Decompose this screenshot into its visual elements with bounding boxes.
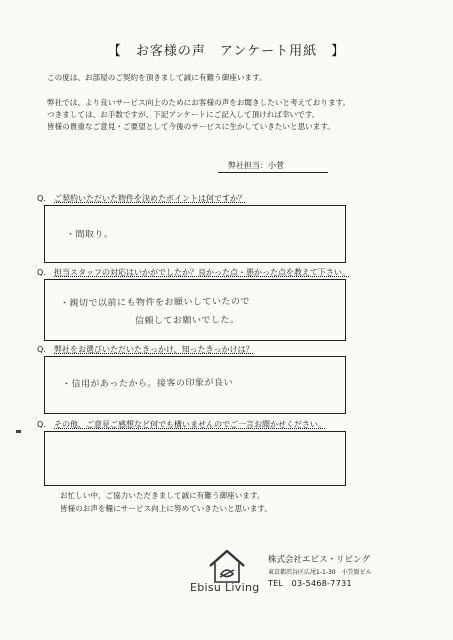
- question-number: Q.: [37, 268, 46, 277]
- company-name: 株式会社エビス・リビング: [268, 555, 370, 565]
- question-text: 弊社をお選びいただいたきっかけ、知ったきっかけは？: [54, 345, 254, 354]
- intro-line-3: つきましては、お手数ですが、下記アンケートにご記入して頂ければ幸いです。: [47, 110, 320, 119]
- answer-box-2[interactable]: [44, 279, 346, 341]
- question-4: [37, 419, 326, 430]
- intro-line-1: この度は、お部屋のご契約を頂きまして誠に有難う御座います。: [47, 73, 267, 82]
- answer-1-line-1: ・間取り。: [65, 229, 114, 241]
- question-1: [37, 193, 246, 204]
- outro-line-2: 皆様のお声を糧にサービス向上に努めていきたいと思います。: [60, 504, 273, 513]
- house-logo-icon: [206, 546, 248, 586]
- staff-underline: [218, 172, 328, 173]
- question-2: [37, 267, 350, 278]
- outro-line-1: お忙しい中、ご協力いただきまして誠に有難う御座います。: [60, 491, 265, 500]
- question-text: ご契約いただいた物件を決めたポイントは何ですか？: [54, 194, 246, 203]
- page-title: 【 お客様の声 アンケート用紙 】: [107, 44, 346, 59]
- company-tel: TEL 03-5468-7731: [268, 579, 352, 588]
- question-text: 担当スタッフの対応はいかがでしたか？良かった点・悪かった点を教えて下さい。: [54, 268, 350, 277]
- intro-line-2: 弊社では、より良いサービス向上のためにお客様の声をお聞きしたいと考えております。: [47, 98, 351, 107]
- staff-field: [228, 160, 284, 171]
- question-number: Q.: [37, 194, 46, 203]
- question-number: Q.: [37, 420, 46, 429]
- question-3: [37, 344, 254, 355]
- answer-box-4[interactable]: [44, 431, 346, 486]
- company-logo-text: Ebisu Living: [190, 581, 260, 594]
- scan-mark: [16, 430, 21, 433]
- staff-label: 弊社担当：: [228, 161, 268, 170]
- answer-2-line-2: 信頼してお願いでした。: [134, 315, 240, 327]
- intro-line-4: 皆様の貴重なご意見・ご要望として今後のサービスに生かしていきたいと思います。: [47, 122, 335, 131]
- question-number: Q.: [37, 345, 46, 354]
- staff-name: 小菅: [268, 161, 284, 170]
- answer-2-line-1: ・親切で以前にも物件をお願いしていたので: [59, 297, 251, 309]
- answer-3-line-1: ・信用があったから。接客の印象が良い: [61, 378, 233, 390]
- company-address: 東京都渋谷区広尾1-1-30 小笠原ビル: [268, 569, 372, 576]
- question-text: その他、ご意見ご感想など何でも構いませんのでご一言お聞かせください。: [54, 420, 326, 429]
